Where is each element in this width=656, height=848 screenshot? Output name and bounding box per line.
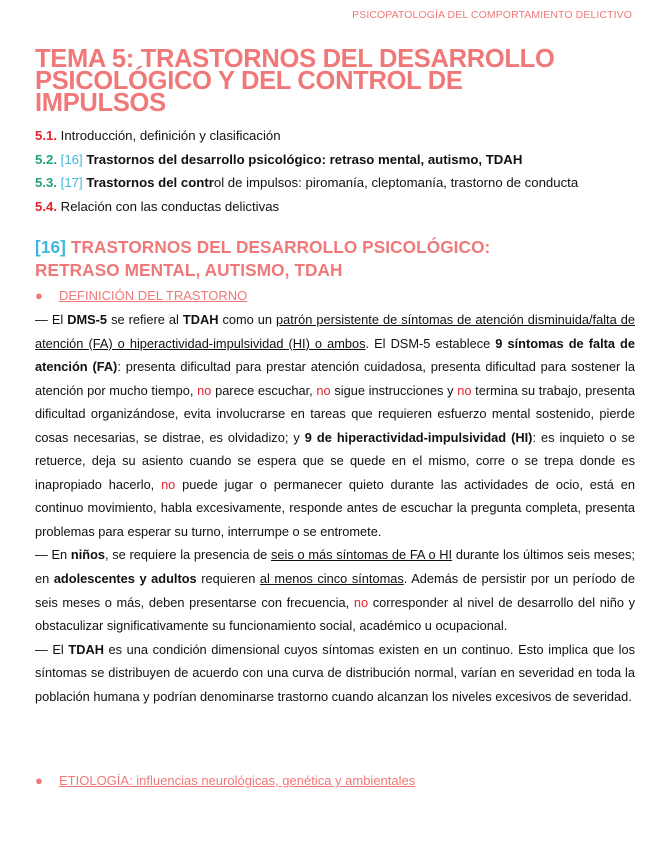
toc-item-5-4 [35, 195, 645, 219]
toc-number: 5.2. [35, 151, 57, 167]
keyword: TDAH [68, 641, 104, 657]
keyword: 9 de hiperactividad-impulsividad (HI) [304, 429, 533, 445]
text-run: — El [35, 641, 69, 657]
bullet-dot-icon: ● [35, 288, 43, 303]
bullet-definicion [35, 286, 247, 306]
text-run: como un [218, 312, 277, 327]
bullet-dot-icon: ● [35, 773, 43, 788]
highlight-no: no [197, 382, 212, 398]
text-run: parece escuchar, [211, 382, 317, 398]
highlight-no: no [161, 476, 176, 492]
keyword: niños [70, 547, 106, 563]
toc-text: Relación con las conductas delictivas [60, 198, 280, 214]
toc-tag: [17] [60, 175, 83, 190]
toc-item-5-1 [35, 124, 645, 148]
text-run: , se requiere la presencia de [105, 547, 272, 563]
table-of-contents [35, 124, 645, 218]
underlined-text: seis o más síntomas de FA o HI [271, 547, 453, 563]
text-run: — En [35, 547, 71, 563]
toc-number: 5.3. [35, 175, 57, 190]
title-line-1: TEMA 5: TRASTORNOS DEL DESARROLLO [35, 45, 555, 73]
toc-item-5-2 [35, 148, 645, 172]
toc-tag: [16] [60, 151, 83, 167]
section-heading-line-1 [35, 236, 635, 259]
bullet-etiologia [35, 771, 415, 791]
section-title-line-1: TRASTORNOS DEL DESARROLLO PSICOLÓGICO: [70, 237, 491, 257]
paragraph-dimensional [35, 638, 635, 709]
text-run: puede jugar o permanecer quieto durante las actividades de ocio, está en continuo movimiento, habla excesivamente, responde antes de escuchar la pregunta completa, presenta problemas para esperar su turno, interrumpe o se entromete. [35, 476, 635, 539]
text-run: : es inquieto o se retuerce, deja su asiento cuando se espera que se quede en el mismo, corre o se trepa donde es inapropiado hacerlo, [35, 429, 635, 492]
keyword: TDAH [182, 312, 219, 327]
bullet-label: ETIOLOGÍA: influencias neurológicas, genética y ambientales [59, 773, 416, 788]
keyword: DMS-5 [67, 312, 108, 327]
toc-number: 5.4. [35, 198, 57, 214]
keyword: 9 síntomas de falta de atención (FA) [35, 335, 635, 375]
text-run: es una condición dimensional cuyos síntomas existen en un continuo. Esto implica que los síntomas se distribuyen de acuerdo con una curva de distribución normal, varían en severidad en toda la población humana y podrían denominarse trastorno cuando alcanzan los niveles excesivos de severidad. [35, 641, 636, 704]
section-tag: [16] [35, 237, 66, 257]
text-run: durante los últimos seis meses; en [35, 547, 635, 587]
text-run: : presenta dificultad para prestar atención cuidadosa, presenta dificultad para sostener la atención por mucho tiempo, [35, 359, 635, 398]
text-run: — El [35, 312, 68, 327]
highlight-no: no [457, 382, 472, 398]
running-header: PSICOPATOLOGÍA DEL COMPORTAMIENTO DELICTIVO [352, 9, 632, 21]
text-run: se refiere al [107, 312, 183, 327]
toc-text-bold: Trastornos del contr [86, 175, 214, 190]
section-heading [35, 236, 635, 282]
paragraph-ninos-adultos [35, 543, 635, 637]
text-run: corresponder al nivel de desarrollo del niño y obstaculizar significativamente su funcionamiento social, académico u ocupacional. [35, 594, 635, 634]
title-line-2: PSICOLÓGICO Y DEL CONTROL DE [35, 67, 463, 95]
bullet-label: DEFINICIÓN DEL TRASTORNO [59, 288, 248, 303]
toc-item-5-3 [35, 171, 645, 195]
paragraph-dsm5 [35, 308, 635, 543]
text-run: . El DSM-5 establece [365, 335, 496, 351]
text-run: sigue instrucciones y [330, 382, 458, 398]
toc-number: 5.1. [35, 128, 57, 143]
toc-text: Trastornos del desarrollo psicológico: retraso mental, autismo, TDAH [86, 151, 523, 167]
text-run: requieren [196, 571, 260, 587]
page-title [35, 45, 635, 117]
text-run: termina su trabajo, presenta dificultad organizándose, evita involucrarse en tareas que requieren esfuerzo mental sostenido, pierde cosas necesarias, se distrae, es olvidadizo; y [35, 382, 635, 445]
text-run: . Además de persistir por un período de seis meses o más, deben presentarse con frecuencia, [35, 571, 635, 610]
title-line-3: IMPULSOS [35, 89, 166, 117]
toc-text-rest: ol de impulsos: piromanía, cleptomanía, trastorno de conducta [213, 175, 579, 190]
section-title-line-2: RETRASO MENTAL, AUTISMO, TDAH [35, 260, 343, 280]
keyword: adolescentes y adultos [53, 571, 197, 587]
underlined-text: al menos cinco síntomas [259, 571, 404, 587]
highlight-no: no [353, 594, 369, 610]
highlight-no: no [316, 382, 331, 398]
toc-text: Introducción, definición y clasificación [60, 128, 281, 143]
underlined-text: patrón persistente de síntomas de atención disminuida/falta de atención (FA) o hiperactividad-impulsividad (HI) o ambos [35, 312, 635, 351]
body-text [35, 308, 635, 708]
